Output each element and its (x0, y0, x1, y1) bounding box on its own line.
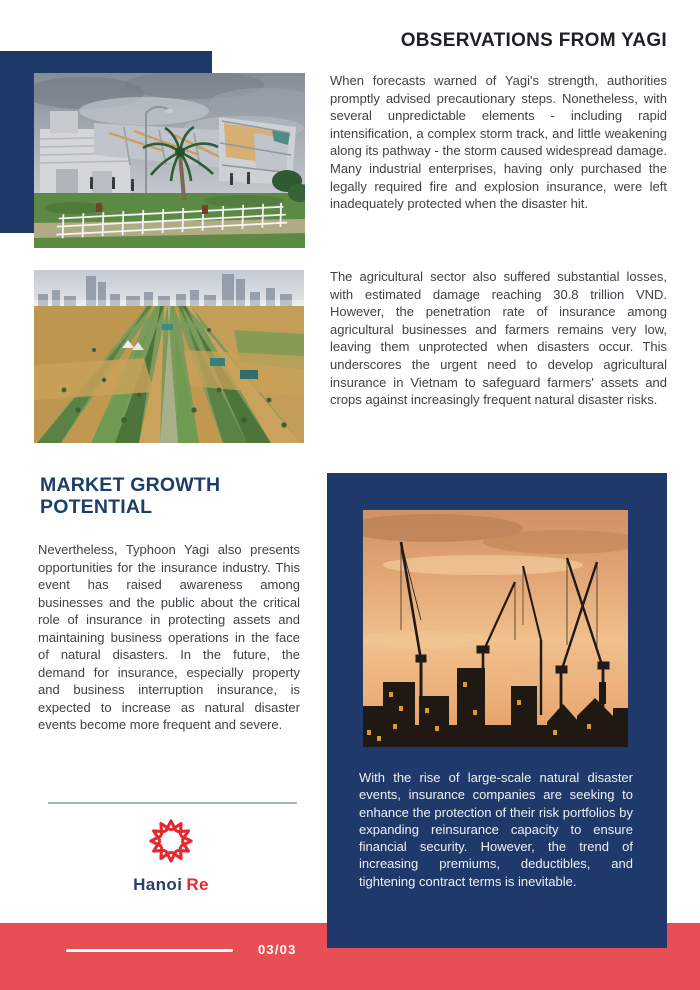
market-growth-heading: MARKET GROWTH POTENTIAL (40, 474, 221, 518)
construction-cranes-sunset-photo (363, 510, 628, 747)
storm-damaged-industrial-building-photo (34, 73, 305, 248)
logo-text-re: Re (186, 875, 209, 894)
starburst-logo-icon (148, 818, 194, 864)
footer-divider-line (66, 949, 233, 952)
logo-wordmark (116, 875, 226, 895)
section-divider (48, 802, 297, 804)
logo-text-hanoi: Hanoi (133, 875, 183, 894)
observations-paragraph-2: The agricultural sector also suffered substantial losses, with estimated damage reaching 30.8 trillion VND. However, the penetration rate of insurance among agricultural businesses and farmers remains very low, leaving them unprotected when disasters occur. This underscores the urgent need to develop agricultural insurance in Vietnam to safeguard farmers' assets and crops against increasingly frequent natural disaster risks. (330, 269, 667, 408)
observations-paragraph-1: When forecasts warned of Yagi's strength, authorities promptly advised precautionary steps. Nonetheless, with several unpredictable elements - including rapid intensification, a complex storm track, and little weakening along its pathway - the storm caused widespread damage. Many industrial enterprises, having only purchased the legally required fire and explosion insurance, were left inadequately protected when the disaster hit. (330, 73, 667, 212)
flooded-farmland-aerial-photo (34, 270, 304, 443)
highlight-panel (327, 473, 667, 948)
market-growth-paragraph: Nevertheless, Typhoon Yagi also presents opportunities for the insurance industry. This event has raised awareness among businesses and the public about the critical role of insurance in protecting assets and maintaining business operations in the face of natural disasters. In the future, the demand for insurance, especially property and business interruption insurance, is expected to increase as natural disaster events become more frequent and severe. (38, 542, 300, 732)
highlight-paragraph: With the rise of large-scale natural disaster events, insurance companies are seeking to enhance the protection of their risk portfolios by expanding reinsurance capacity to ensure financial security. However, the trend of increasing premiums, deductibles, and tightening contract terms is inevitable. (359, 770, 633, 889)
page-title: OBSERVATIONS FROM YAGI (400, 30, 667, 51)
page-number: 03/03 (258, 942, 297, 957)
hanoi-re-logo (116, 818, 226, 895)
